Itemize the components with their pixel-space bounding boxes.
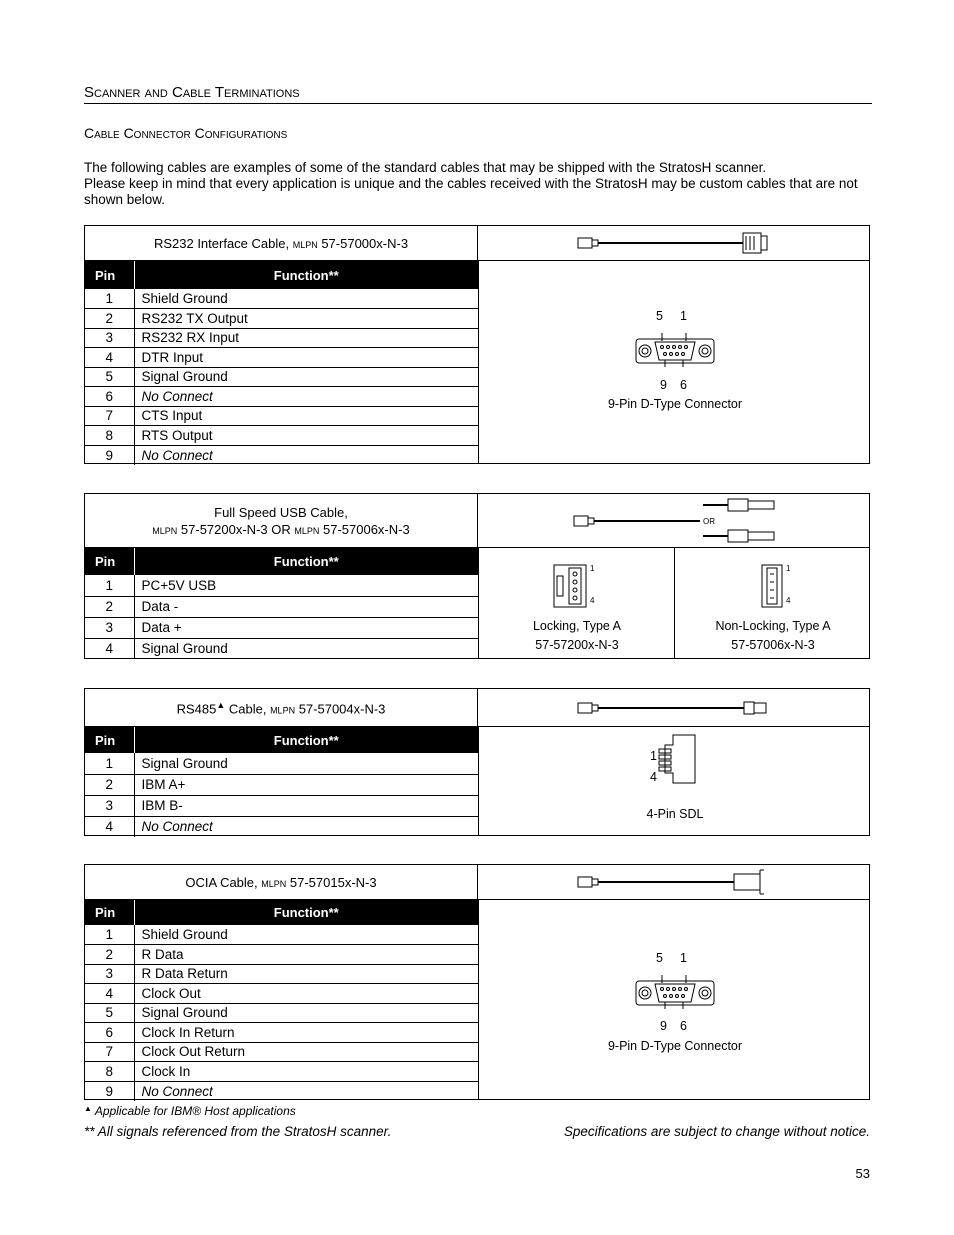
pin-number: 3 (85, 964, 134, 984)
section-heading: Scanner and Cable Terminations (84, 84, 872, 104)
table-row (85, 1062, 478, 1082)
pin-number: 5 (85, 367, 134, 387)
usb-locking-panel (479, 548, 675, 659)
rs485-cable-icon (478, 689, 870, 727)
pin-number: 9 (85, 1081, 134, 1101)
pin-number: 6 (85, 1023, 134, 1043)
table-row (85, 638, 478, 659)
usb-nonlocking-panel (675, 548, 871, 659)
intro-line-2: Please keep in mind that every application is unique and the cables received with the StratosH may be custom cables that are not shown below. (84, 176, 858, 207)
table-row (85, 1023, 478, 1043)
pin-function: CTS Input (134, 406, 478, 426)
rs232-cable-icon (478, 226, 870, 261)
table-row (85, 289, 478, 309)
rs485-cable-block (84, 688, 870, 836)
function-header: Function** (134, 900, 478, 925)
pin-function: Signal Ground (134, 367, 478, 387)
rs485-cable-image (478, 689, 869, 727)
pin-label-1: 1 (680, 309, 687, 323)
rs232-cable-title: RS232 Interface Cable, mlpn 57-57000x-N-3 (85, 226, 478, 261)
nonlocking-label: Non-Locking, Type A (715, 619, 831, 633)
subsection-heading: Cable Connector Configurations (84, 125, 288, 141)
ocia-cable-image (478, 865, 869, 900)
table-row (85, 753, 478, 774)
table-row (85, 1003, 478, 1023)
ocia-cable-icon (478, 865, 870, 900)
pin-function: Signal Ground (134, 1003, 478, 1023)
pin-function: Signal Ground (141, 641, 228, 657)
table-row (85, 925, 478, 945)
pin-label-9: 9 (660, 378, 667, 392)
pin-function: Data + (134, 617, 478, 638)
pin-number: 4 (85, 348, 134, 368)
pin-function: Shield Ground (134, 289, 478, 309)
ocia-connector-diagram (478, 900, 869, 1100)
connector-label: 4-Pin SDL (646, 807, 704, 821)
pin-number: 6 (85, 387, 134, 407)
usb-locking-connector-icon (553, 564, 587, 608)
pin-function: Shield Ground (134, 925, 478, 945)
table-row (85, 426, 478, 446)
pin-number: 3 (85, 328, 134, 348)
signals-footnote: ** All signals referenced from the StratosH scanner. (84, 1124, 392, 1139)
or-label: OR (703, 517, 715, 526)
pin-header: Pin (85, 261, 134, 289)
table-row (85, 617, 478, 638)
intro-paragraph (84, 160, 874, 208)
specifications-footnote: Specifications are subject to change without notice. (563, 1124, 870, 1139)
pin-number: 2 (85, 309, 134, 329)
pin-number: 8 (85, 426, 134, 446)
pin-label-1: 1 (650, 749, 657, 763)
pin-number: 4 (85, 984, 134, 1004)
table-row (85, 964, 478, 984)
usb-cable-block (84, 493, 870, 659)
pin-label-4: 4 (650, 770, 657, 784)
pin-function: RTS Output (134, 426, 478, 446)
table-row (85, 348, 478, 368)
table-row (85, 596, 478, 617)
pin-function: R Data Return (134, 964, 478, 984)
rs232-cable-block (84, 225, 870, 464)
rs485-connector-diagram (478, 727, 869, 836)
pin-function: IBM B- (134, 795, 478, 816)
pin-function: No Connect (141, 447, 213, 463)
pin-number: 4 (85, 638, 134, 659)
table-row (85, 795, 478, 816)
rs485-cable-title: RS485▲ Cable, mlpn 57-57004x-N-3 (85, 689, 478, 727)
pin-header: Pin (85, 900, 134, 925)
pin-header: Pin (85, 727, 134, 753)
pin-number: 1 (85, 575, 134, 596)
intro-line-1: The following cables are examples of some of the standard cables that may be shipped with the StratosH scanner. (84, 160, 767, 175)
pin-label-9: 9 (660, 1019, 667, 1033)
pin-function: R Data (134, 945, 478, 965)
pin-number: 7 (85, 1042, 134, 1062)
ocia-cable-title: OCIA Cable, mlpn 57-57015x-N-3 (85, 865, 478, 900)
rs232-cable-image (478, 226, 869, 261)
table-row (85, 328, 478, 348)
pin-function: IBM A+ (134, 774, 478, 795)
pin-label-5: 5 (656, 309, 663, 323)
table-row (85, 1042, 478, 1062)
function-header: Function** (134, 727, 478, 753)
usb-cable-image (478, 494, 869, 548)
table-row (85, 945, 478, 965)
table-row (85, 309, 478, 329)
pin-function: Data - (134, 596, 478, 617)
pin-number: 2 (85, 596, 134, 617)
pin-number: 7 (85, 406, 134, 426)
table-row (85, 445, 478, 465)
table-row (85, 1081, 478, 1101)
pin-function: No Connect (141, 819, 213, 835)
pin-label-4: 4 (786, 596, 791, 605)
ocia-pin-table (85, 900, 478, 1101)
pin-number: 2 (85, 945, 134, 965)
usb-nonlocking-connector-icon (761, 564, 783, 608)
pin-label-1: 1 (590, 564, 595, 573)
ocia-cable-block (84, 864, 870, 1100)
function-header: Function** (134, 548, 478, 575)
pin-number: 3 (85, 617, 134, 638)
rs485-pin-table (85, 727, 478, 837)
ibm-footnote: ▲ Applicable for IBM® Host applications (84, 1104, 296, 1118)
pin-number: 1 (85, 289, 134, 309)
pin-number: 1 (85, 753, 134, 774)
pin-function: DTR Input (134, 348, 478, 368)
pin-label-1: 1 (680, 951, 687, 965)
usb-pin-table (85, 548, 478, 659)
connector-label: 9-Pin D-Type Connector (607, 1039, 743, 1053)
pin-function: RS232 TX Output (134, 309, 478, 329)
pin-header: Pin (85, 548, 134, 575)
rs232-connector-diagram (478, 261, 869, 464)
locking-part: 57-57200x-N-3 (535, 638, 619, 652)
table-row (85, 406, 478, 426)
table-row (85, 367, 478, 387)
usb-connector-diagrams (478, 548, 869, 659)
nonlocking-part: 57-57006x-N-3 (731, 638, 815, 652)
table-row (85, 774, 478, 795)
db9-connector-icon (635, 975, 715, 1009)
pin-number: 5 (85, 1003, 134, 1023)
triangle-icon: ▲ (84, 1104, 92, 1113)
pin-function: Clock Out Return (134, 1042, 478, 1062)
pin-label-4: 4 (590, 596, 595, 605)
locking-label: Locking, Type A (532, 619, 622, 633)
table-row (85, 984, 478, 1004)
pin-number: 2 (85, 774, 134, 795)
pin-label-6: 6 (680, 1019, 687, 1033)
pin-label-5: 5 (656, 951, 663, 965)
table-row (85, 387, 478, 407)
pin-number: 4 (85, 816, 134, 837)
table-row (85, 575, 478, 596)
pin-label-1: 1 (786, 564, 791, 573)
function-header: Function** (134, 261, 478, 289)
pin-function: Signal Ground (134, 753, 478, 774)
pin-number: 3 (85, 795, 134, 816)
table-row (85, 816, 478, 837)
db9-connector-icon (635, 333, 715, 367)
pin-function: Clock In (134, 1062, 478, 1082)
pin-label-6: 6 (680, 378, 687, 392)
page-number: 53 (855, 1166, 870, 1181)
usb-cable-title: Full Speed USB Cable, mlpn 57-57200x-N-3 OR mlpn 57-57006x-N-3 (85, 494, 478, 548)
pin-function: PC+5V USB (134, 575, 478, 596)
sdl-connector-icon (655, 733, 699, 785)
pin-function: Clock Out (134, 984, 478, 1004)
pin-function: Clock In Return (134, 1023, 478, 1043)
rs232-pin-table (85, 261, 478, 465)
pin-function: No Connect (134, 387, 478, 407)
connector-label: 9-Pin D-Type Connector (607, 397, 743, 411)
pin-number: 9 (85, 445, 134, 465)
pin-function: RS232 RX Input (134, 328, 478, 348)
pin-function: No Connect (141, 1083, 213, 1099)
usb-cable-icon (478, 494, 870, 548)
pin-number: 1 (85, 925, 134, 945)
pin-number: 8 (85, 1062, 134, 1082)
